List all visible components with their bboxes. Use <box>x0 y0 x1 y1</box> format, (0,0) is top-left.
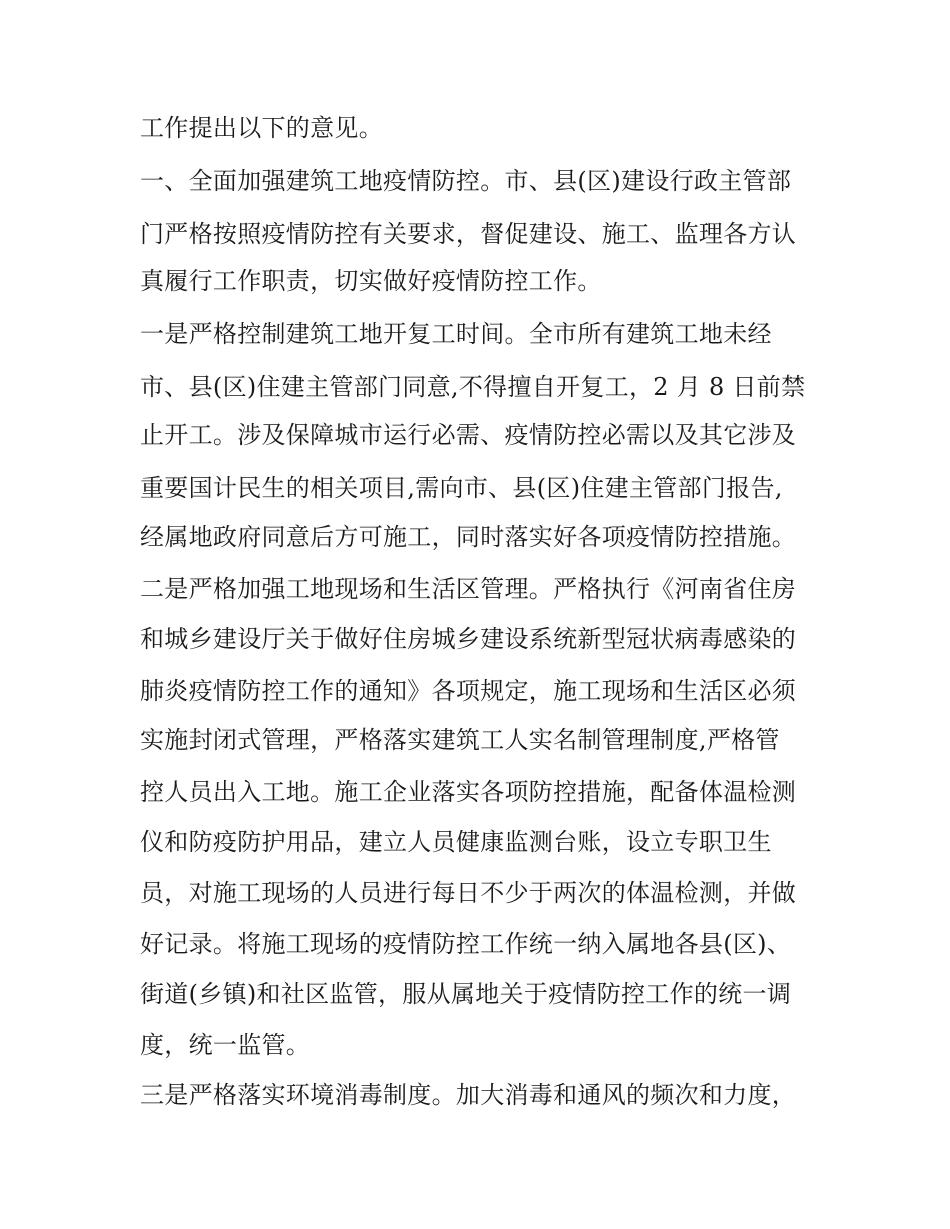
text-line: 止开工。涉及保障城市运行必需、疫情防控必需以及其它涉及 <box>140 421 797 449</box>
text-line: 仪和防疫防护用品，建立人员健康监测台账，设立专职卫生 <box>140 828 772 856</box>
text-line: 一、全面加强建筑工地疫情防控。市、县(区)建设行政主管部 <box>140 167 792 195</box>
text-line: 门严格按照疫情防控有关要求，督促建设、施工、监理各方认 <box>140 220 797 248</box>
text-line: 员，对施工现场的人员进行每日不少于两次的体温检测，并做 <box>140 879 797 907</box>
text-line: 控人员出入工地。施工企业落实各项防控措施，配备体温检测 <box>140 778 797 806</box>
text-line: 和城乡建设厅关于做好住房城乡建设系统新型冠状病毒感染的 <box>140 625 797 653</box>
text-line: 三是严格落实环境消毒制度。加大消毒和通风的频次和力度， <box>140 1081 797 1109</box>
text-line: 肺炎疫情防控工作的通知》各项规定，施工现场和生活区必须 <box>140 677 797 705</box>
text-line: 实施封闭式管理，严格落实建筑工人实名制管理制度,严格管 <box>140 726 780 754</box>
text-line: 经属地政府同意后方可施工，同时落实好各项疫情防控措施。 <box>140 523 797 551</box>
text-line: 好记录。将施工现场的疫情防控工作统一纳入属地各县(区)、 <box>140 930 792 958</box>
text-line: 重要国计民生的相关项目,需向市、县(区)住建主管部门报告, <box>140 474 783 502</box>
text-line: 一是严格控制建筑工地开复工时间。全市所有建筑工地未经 <box>140 320 772 348</box>
text-line: 二是严格加强工地现场和生活区管理。严格执行《河南省住房 <box>140 575 797 603</box>
text-line: 市、县(区)住建主管部门同意,不得擅自开复工，2 月 8 日前禁 <box>140 373 806 401</box>
text-line: 真履行工作职责，切实做好疫情防控工作。 <box>140 267 602 295</box>
text-line: 工作提出以下的意见。 <box>140 114 383 142</box>
text-line: 街道(乡镇)和社区监管，服从属地关于疫情防控工作的统一调 <box>140 980 792 1008</box>
text-line: 度，统一监管。 <box>140 1031 311 1059</box>
